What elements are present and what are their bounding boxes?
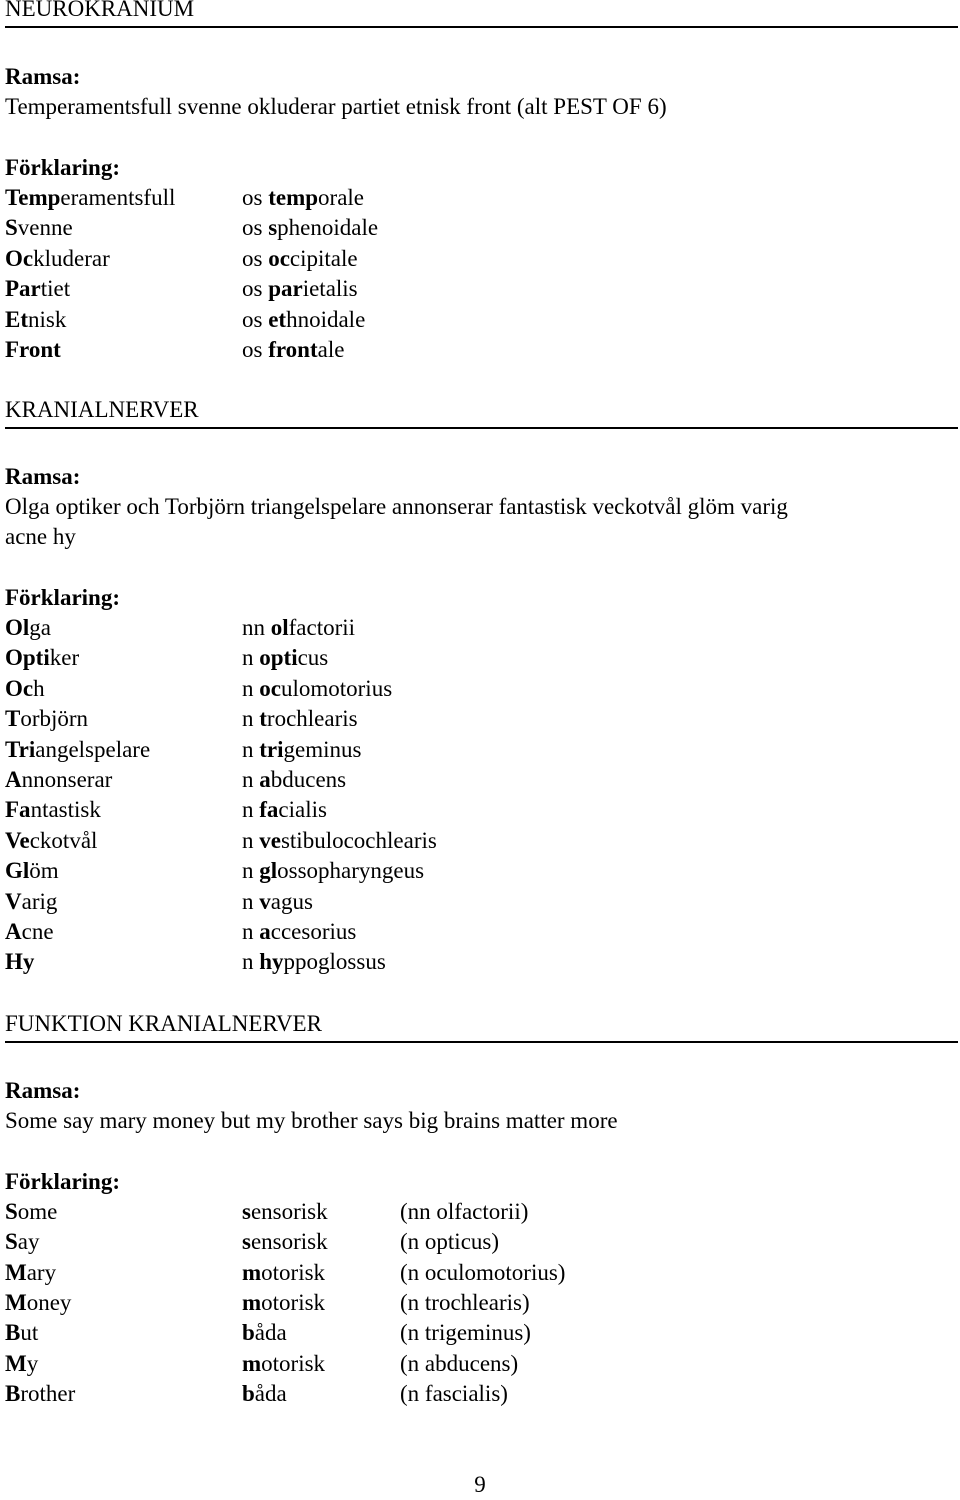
nerve-name: [400, 1288, 530, 1318]
word-rest: venne: [17, 215, 73, 241]
term: [242, 213, 378, 243]
term-prefix: n: [242, 706, 260, 732]
word-rest: (n trochlearis): [400, 1289, 530, 1315]
mnemonic-letters: m: [242, 1289, 262, 1315]
word-rest: (n opticus): [400, 1229, 500, 1255]
list-item: [0, 887, 960, 917]
mnemonic-letters: m: [242, 1259, 262, 1285]
mnemonic-word: [5, 1379, 75, 1409]
word-rest: geminus: [283, 736, 362, 762]
term-prefix: os: [242, 306, 269, 332]
word-rest: ga: [29, 615, 51, 640]
list-item: [0, 1197, 960, 1227]
mnemonic-letters: S: [5, 1229, 18, 1255]
list-item: [0, 795, 960, 825]
term: [242, 1288, 325, 1318]
word-rest: otorisk: [261, 1350, 326, 1376]
list-item: [0, 1349, 960, 1379]
list-item: [0, 735, 960, 765]
list-item: [0, 244, 960, 274]
mnemonic-letters: Ol: [5, 615, 30, 640]
mnemonic-letters: hy: [259, 949, 284, 975]
mnemonic-word: [5, 183, 175, 213]
term-prefix: n: [242, 919, 260, 944]
mnemonic-word: [5, 335, 61, 365]
word-rest: ome: [17, 1199, 58, 1224]
list-item: [0, 1379, 960, 1409]
mnemonic-letters: s: [268, 215, 278, 241]
mnemonic-letters: fa: [259, 797, 279, 823]
mnemonic-letters: Et: [5, 306, 28, 332]
term-prefix: n: [242, 858, 260, 884]
term-prefix: n: [242, 888, 260, 914]
term: [242, 826, 437, 856]
word-rest: ulomotorius: [280, 675, 393, 701]
nerve-name: [400, 1227, 499, 1257]
word-rest: arig: [21, 888, 58, 914]
term: [242, 274, 358, 304]
term: [242, 1379, 287, 1409]
list-item: [0, 1258, 960, 1288]
mnemonic-word: [5, 1197, 57, 1227]
section-rule: [5, 1041, 958, 1043]
nerve-name: [400, 1379, 508, 1409]
term-prefix: n: [242, 827, 260, 853]
word-rest: phenoidale: [277, 215, 379, 241]
mnemonic-letters: A: [5, 919, 22, 944]
mnemonic-letters: Ve: [5, 827, 30, 853]
term: [242, 1197, 328, 1227]
list-item: [0, 1227, 960, 1257]
mnemonic-letters: Tri: [5, 736, 36, 762]
word-rest: ay: [17, 1229, 40, 1255]
word-rest: (n trigeminus): [400, 1320, 531, 1346]
word-rest: öm: [29, 858, 59, 884]
mnemonic-word: [5, 1349, 38, 1379]
word-rest: ensorisk: [250, 1229, 328, 1255]
word-rest: orbjörn: [20, 706, 89, 732]
mnemonic-letters: M: [5, 1259, 27, 1285]
word-rest: angelspelare: [35, 736, 151, 762]
nerve-name: [400, 1349, 518, 1379]
word-rest: otorisk: [261, 1259, 326, 1285]
mnemonic-letters: a: [259, 767, 271, 792]
list-item: [0, 274, 960, 304]
section-title-neurokranium: NEUROKRANIUM: [5, 0, 195, 21]
ramsa-label: Ramsa:: [5, 464, 81, 489]
list-item: [0, 947, 960, 977]
list-item: [0, 213, 960, 243]
word-rest: factorii: [288, 615, 356, 640]
word-rest: kluderar: [33, 245, 110, 271]
mnemonic-letters: B: [5, 1320, 21, 1346]
term-prefix: n: [242, 645, 260, 671]
word-rest: oney: [26, 1289, 72, 1315]
list-item: [0, 917, 960, 947]
mnemonic-letters: Fa: [5, 797, 31, 823]
term: [242, 856, 424, 886]
mnemonic-word: [5, 1288, 71, 1318]
page-number: 9: [474, 1472, 486, 1497]
mnemonic-word: [5, 1318, 38, 1348]
word-rest: ut: [20, 1320, 39, 1346]
list-item: [0, 335, 960, 365]
word-rest: cipitale: [289, 245, 358, 271]
term: [242, 643, 328, 673]
word-rest: (nn olfactorii): [400, 1199, 529, 1224]
mnemonic-letters: b: [242, 1380, 255, 1406]
word-rest: ietalis: [302, 276, 358, 302]
word-rest: ntastisk: [30, 797, 101, 823]
word-rest: rochlearis: [266, 706, 358, 732]
mnemonic-word: [5, 274, 70, 304]
mnemonic-letters: S: [5, 215, 18, 241]
term-prefix: os: [242, 337, 269, 362]
word-rest: åda: [254, 1380, 287, 1406]
word-rest: (n oculomotorius): [400, 1259, 566, 1285]
term-prefix: n: [242, 675, 260, 701]
term: [242, 947, 386, 977]
mnemonic-word: [5, 887, 57, 917]
mnemonic-letters: Front: [5, 337, 61, 362]
word-rest: eramentsfull: [60, 185, 176, 210]
mnemonic-word: [5, 704, 88, 734]
nerve-name: [400, 1318, 531, 1348]
mnemonic-letters: Oc: [5, 675, 34, 701]
word-rest: y: [26, 1350, 39, 1376]
word-rest: rother: [20, 1380, 76, 1406]
word-rest: ale: [317, 337, 345, 362]
word-rest: (n abducens): [400, 1350, 519, 1376]
word-rest: ckotvål: [29, 827, 98, 853]
mnemonic-letters: ol: [270, 615, 289, 640]
mnemonic-letters: v: [259, 888, 271, 914]
nerve-name: [400, 1197, 528, 1227]
term: [242, 674, 392, 704]
word-rest: hnoidale: [286, 306, 366, 332]
term: [242, 704, 358, 734]
mnemonic-word: [5, 244, 110, 274]
ramsa-text: acne hy: [5, 524, 76, 549]
mnemonic-word: [5, 735, 150, 765]
term: [242, 1227, 328, 1257]
mnemonic-letters: Temp: [5, 185, 61, 210]
mnemonic-word: [5, 674, 45, 704]
mnemonic-letters: gl: [259, 858, 278, 884]
term: [242, 887, 313, 917]
mnemonic-letters: s: [242, 1229, 251, 1255]
mnemonic-word: [5, 795, 101, 825]
word-rest: ossopharyngeus: [277, 858, 425, 884]
mnemonic-letters: S: [5, 1199, 18, 1224]
word-rest: nisk: [28, 306, 67, 332]
mnemonic-letters: b: [242, 1320, 255, 1346]
word-rest: ccesorius: [270, 919, 357, 944]
term: [242, 917, 356, 947]
term: [242, 335, 344, 365]
word-rest: otorisk: [261, 1289, 326, 1315]
mnemonic-word: [5, 856, 59, 886]
nerve-name: [400, 1258, 565, 1288]
list-item: [0, 704, 960, 734]
word-rest: ppoglossus: [283, 949, 386, 975]
list-item: [0, 826, 960, 856]
mnemonic-letters: M: [5, 1350, 27, 1376]
mnemonic-letters: M: [5, 1289, 27, 1315]
term-prefix: os: [242, 185, 269, 210]
mnemonic-word: [5, 765, 112, 795]
list-item: [0, 1318, 960, 1348]
term: [242, 735, 361, 765]
forklaring-label: Förklaring:: [5, 155, 120, 180]
forklaring-label: Förklaring:: [5, 585, 120, 610]
mnemonic-letters: T: [5, 706, 21, 732]
mnemonic-word: [5, 1227, 40, 1257]
list-item: [0, 765, 960, 795]
term: [242, 305, 365, 335]
mnemonic-word: [5, 613, 51, 643]
word-rest: cus: [297, 645, 329, 671]
mnemonic-letters: a: [259, 919, 271, 944]
word-rest: tiet: [40, 276, 71, 302]
word-rest: (n fascialis): [400, 1380, 508, 1406]
word-rest: ary: [26, 1259, 57, 1285]
mnemonic-letters: et: [268, 306, 287, 332]
mnemonic-word: [5, 305, 66, 335]
term: [242, 183, 364, 213]
word-rest: ensorisk: [250, 1199, 328, 1224]
mnemonic-letters: Hy: [5, 949, 35, 975]
list-item: [0, 613, 960, 643]
mnemonic-letters: m: [242, 1350, 262, 1376]
list-item: [0, 1288, 960, 1318]
mnemonic-letters: A: [5, 767, 22, 792]
term-prefix: os: [242, 276, 269, 302]
term: [242, 795, 327, 825]
term-prefix: n: [242, 736, 260, 762]
word-rest: ker: [49, 645, 80, 671]
ramsa-text: Olga optiker och Torbjörn triangelspelare annonserar fantastisk veckotvål glöm varig: [5, 494, 788, 519]
term: [242, 244, 358, 274]
term: [242, 1258, 325, 1288]
forklaring-label: Förklaring:: [5, 1169, 120, 1194]
mnemonic-letters: Opti: [5, 645, 50, 671]
term-prefix: os: [242, 215, 269, 241]
mnemonic-word: [5, 213, 73, 243]
mnemonic-letters: temp: [268, 185, 319, 210]
word-rest: stibulocochlearis: [280, 827, 437, 853]
word-rest: orale: [318, 185, 364, 210]
list-item: [0, 856, 960, 886]
section-title-kranialnerver: KRANIALNERVER: [5, 397, 199, 422]
ramsa-label: Ramsa:: [5, 1078, 81, 1103]
mnemonic-letters: Oc: [5, 245, 34, 271]
term: [242, 765, 346, 795]
section-rule: [5, 427, 958, 429]
term: [242, 1349, 325, 1379]
term-prefix: n: [242, 949, 260, 975]
mnemonic-letters: par: [268, 276, 303, 302]
mnemonic-letters: front: [268, 337, 318, 362]
mnemonic-word: [5, 1258, 56, 1288]
mnemonic-letters: s: [242, 1199, 251, 1224]
ramsa-label: Ramsa:: [5, 64, 81, 89]
list-item: [0, 674, 960, 704]
section-rule: [5, 26, 958, 28]
mnemonic-letters: oc: [268, 245, 290, 271]
mnemonic-letters: t: [259, 706, 267, 732]
mnemonic-letters: V: [5, 888, 22, 914]
mnemonic-letters: B: [5, 1380, 21, 1406]
term-prefix: os: [242, 245, 269, 271]
word-rest: cialis: [278, 797, 327, 823]
mnemonic-word: [5, 643, 79, 673]
word-rest: cne: [21, 919, 54, 944]
term: [242, 1318, 287, 1348]
term-prefix: nn: [242, 615, 271, 640]
word-rest: agus: [270, 888, 313, 914]
list-item: [0, 305, 960, 335]
term-prefix: n: [242, 797, 260, 823]
ramsa-text: Temperamentsfull svenne okluderar partiet etnisk front (alt PEST OF 6): [5, 94, 667, 119]
mnemonic-letters: opti: [259, 645, 298, 671]
word-rest: h: [33, 675, 45, 701]
mnemonic-letters: Par: [5, 276, 41, 302]
ramsa-text: Some say mary money but my brother says big brains matter more: [5, 1108, 618, 1133]
mnemonic-word: [5, 917, 54, 947]
word-rest: bducens: [270, 767, 347, 792]
term-prefix: n: [242, 767, 260, 792]
word-rest: nnonserar: [21, 767, 113, 792]
list-item: [0, 183, 960, 213]
term: [242, 613, 355, 643]
mnemonic-word: [5, 826, 97, 856]
list-item: [0, 643, 960, 673]
mnemonic-letters: oc: [259, 675, 281, 701]
word-rest: åda: [254, 1320, 287, 1346]
section-title-funktion-kranialnerver: FUNKTION KRANIALNERVER: [5, 1011, 322, 1036]
mnemonic-letters: tri: [259, 736, 284, 762]
mnemonic-word: [5, 947, 34, 977]
mnemonic-letters: ve: [259, 827, 281, 853]
mnemonic-letters: Gl: [5, 858, 30, 884]
